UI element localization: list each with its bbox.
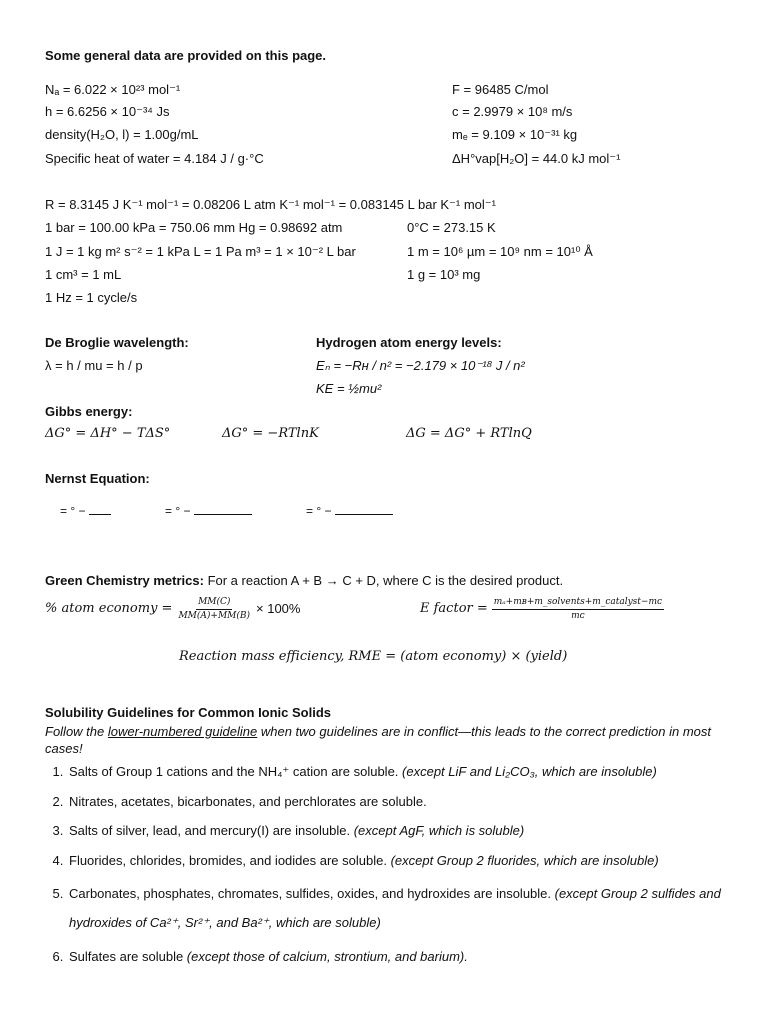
solubility-item-1	[67, 762, 730, 782]
efactor-formula	[420, 597, 664, 623]
water-specific-heat: Specific heat of water = 4.184 J / g·°C	[45, 151, 264, 166]
faraday-constant: F = 96485 C/mol	[452, 82, 549, 97]
hydrogen-title: Hydrogen atom energy levels:	[316, 335, 502, 350]
nernst-equation-2-text: = ° −	[165, 504, 191, 518]
celsius-conversion: 0°C = 273.15 K	[407, 220, 496, 235]
atom-economy-formula	[45, 597, 300, 623]
debroglie-title: De Broglie wavelength:	[45, 335, 189, 350]
solubility-item-text: Nitrates, acetates, bicarbonates, and perchlorates are soluble.	[69, 793, 427, 809]
solubility-item-4	[67, 851, 730, 871]
solubility-intro-post: when two guidelines are in conflict—this leads to the correct prediction in most cases!	[45, 724, 712, 756]
page-heading: Some general data are provided on this page.	[45, 48, 327, 63]
planck-constant: h = 6.6256 × 10⁻³⁴ Js	[45, 104, 170, 119]
solubility-item-2	[67, 792, 730, 812]
avogadro-constant: Nₐ = 6.022 × 10²³ mol⁻¹	[45, 82, 181, 97]
bar-conversion: 1 bar = 100.00 kPa = 750.06 mm Hg = 0.98692 atm	[45, 220, 343, 235]
nernst-equation-2	[165, 503, 252, 520]
electron-mass: mₑ = 9.109 × 10⁻³¹ kg	[452, 127, 578, 142]
hydrogen-energy-equation: Eₙ = −Rʜ / n² = −2.179 × 10⁻¹⁸ J / n²	[316, 358, 525, 373]
hz-conversion: 1 Hz = 1 cycle/s	[45, 290, 138, 305]
solubility-item-note: (except AgF, which is soluble)	[353, 823, 525, 838]
nernst-blank-3	[335, 503, 393, 515]
solubility-item-note: (except those of calcium, strontium, and barium).	[186, 949, 468, 965]
solubility-item-text: Fluorides, chlorides, bromides, and iodides are soluble.	[69, 852, 391, 868]
efactor-fraction	[492, 597, 664, 623]
solubility-item-note: (except Group 2 sulfides and hydroxides of Ca²⁺, Sr²⁺, and Ba²⁺, which are soluble)	[69, 886, 721, 930]
solubility-list	[45, 762, 730, 977]
atom-economy-numerator: MM(C)	[196, 597, 232, 610]
water-density: density(H₂O, l) = 1.00g/mL	[45, 127, 199, 142]
green-chemistry-title: Green Chemistry metrics:	[45, 573, 204, 588]
atom-economy-denominator: MM(A)+MM(B)	[178, 611, 251, 622]
gibbs-title: Gibbs energy:	[45, 404, 133, 419]
atom-economy-fraction	[176, 597, 252, 623]
kinetic-energy-equation: KE = ½mu²	[316, 381, 382, 396]
joule-conversion: 1 J = 1 kg m² s⁻² = 1 kPa L = 1 Pa m³ = 1 × 10⁻² L bar	[45, 244, 356, 259]
rme-formula: Reaction mass efficiency, RME = (atom economy) × (yield)	[179, 649, 568, 664]
efactor-denominator: mᴄ	[571, 611, 585, 622]
solubility-item-text: Salts of Group 1 cations and the NH₄⁺ cation are soluble.	[69, 764, 403, 779]
atom-economy-label: % atom economy =	[45, 601, 173, 617]
solubility-item-note: (except LiF and Li₂CO₃, which are insoluble)	[402, 764, 657, 779]
solubility-intro-pre: Follow the	[45, 724, 108, 739]
solubility-item-text: Carbonates, phosphates, chromates, sulfides, oxides, and hydroxides are insoluble.	[69, 886, 555, 901]
nernst-blank-1	[89, 503, 111, 515]
solubility-item-5	[67, 880, 730, 937]
meter-conversion: 1 m = 10⁶ µm = 10⁹ nm = 10¹⁰ Å	[407, 244, 593, 259]
vaporization-enthalpy: ΔH°vap[H₂O] = 44.0 kJ mol⁻¹	[452, 151, 621, 166]
gram-conversion: 1 g = 10³ mg	[407, 267, 481, 282]
solubility-intro	[45, 724, 725, 758]
green-chemistry-line	[45, 573, 563, 590]
solubility-item-6	[67, 947, 730, 967]
debroglie-equation: λ = h / mu = h / p	[45, 358, 143, 373]
nernst-equation-1-text: = ° −	[60, 504, 86, 518]
gibbs-equation-2: ΔG° = −RTlnK	[222, 426, 319, 441]
gibbs-equation-3: ΔG = ΔG° + RTlnQ	[406, 426, 532, 441]
solubility-item-3	[67, 821, 730, 841]
efactor-label: E factor =	[420, 601, 488, 617]
solubility-intro-link: lower-numbered guideline	[107, 724, 258, 739]
gibbs-equation-1: ΔG° = ΔH° − TΔS°	[45, 426, 171, 441]
nernst-title: Nernst Equation:	[45, 471, 150, 486]
nernst-equation-3-text: = ° −	[306, 504, 332, 518]
nernst-equation-1	[60, 503, 111, 520]
efactor-numerator: mₐ+mʙ+m_solvents+m_catalyst−mᴄ	[492, 597, 664, 610]
solubility-item-text: Sulfates are soluble	[69, 949, 187, 965]
nernst-equation-3	[306, 503, 393, 520]
solubility-item-text: Salts of silver, lead, and mercury(I) are insoluble.	[69, 823, 354, 838]
nernst-blank-2	[194, 503, 252, 515]
gas-constant: R = 8.3145 J K⁻¹ mol⁻¹ = 0.08206 L atm K⁻¹ mol⁻¹ = 0.083145 L bar K⁻¹ mol⁻¹	[45, 197, 496, 212]
solubility-title: Solubility Guidelines for Common Ionic Solids	[45, 705, 332, 720]
solubility-item-note: (except Group 2 fluorides, which are insoluble)	[390, 852, 659, 868]
cm3-conversion: 1 cm³ = 1 mL	[45, 267, 122, 282]
atom-economy-multiplier: × 100%	[256, 601, 301, 617]
speed-of-light: c = 2.9979 × 10⁸ m/s	[452, 104, 573, 119]
green-chemistry-intro: For a reaction A + B → C + D, where C is the desired product.	[203, 573, 564, 588]
